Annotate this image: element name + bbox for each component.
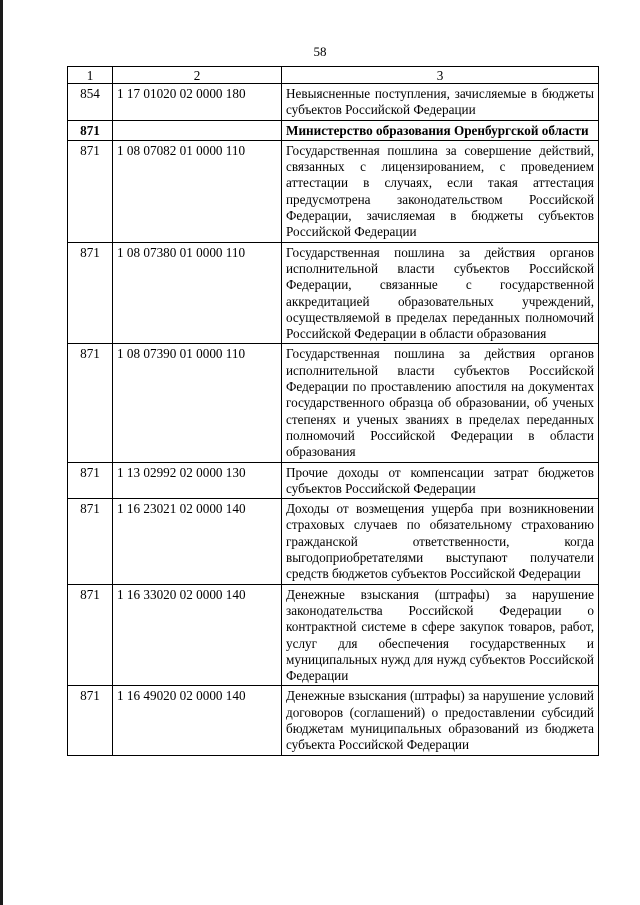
revenue-name-cell: Государственная пошлина за действия органов исполнительной власти субъектов Российской Федерации, связанные с государственной аккредитацией образовательных учреждений, осуществляемой в пределах переданных полномочий Российской Федерации в области образования	[282, 242, 599, 344]
table-row	[68, 584, 599, 686]
admin-code-cell: 871	[68, 344, 113, 462]
column-header-3: 3	[282, 67, 599, 84]
admin-code-cell: 871	[68, 120, 113, 140]
column-header-1: 1	[68, 67, 113, 84]
revenue-code-cell: 1 16 33020 02 0000 140	[113, 584, 282, 686]
admin-code-cell: 854	[68, 84, 113, 121]
revenue-name-cell: Прочие доходы от компенсации затрат бюджетов субъектов Российской Федерации	[282, 462, 599, 499]
revenue-name-cell: Государственная пошлина за действия органов исполнительной власти субъектов Российской Федерации по проставлению апостиля на документах государственного образца об образовании, об ученых степенях и ученых званиях в пределах переданных полномочий Российской Федерации в области образования	[282, 344, 599, 462]
revenue-code-cell: 1 08 07082 01 0000 110	[113, 140, 282, 242]
revenue-code-cell	[113, 120, 282, 140]
table-row	[68, 120, 599, 140]
table-header-row	[68, 67, 599, 84]
admin-code-cell: 871	[68, 242, 113, 344]
revenue-code-cell: 1 08 07380 01 0000 110	[113, 242, 282, 344]
column-header-2: 2	[113, 67, 282, 84]
table-row	[68, 499, 599, 584]
revenue-name-cell: Невыясненные поступления, зачисляемые в бюджеты субъектов Российской Федерации	[282, 84, 599, 121]
admin-code-cell: 871	[68, 584, 113, 686]
admin-code-cell: 871	[68, 140, 113, 242]
revenue-name-cell: Доходы от возмещения ущерба при возникновении страховых случаев по обязательному страхованию гражданской ответственности, когда выгодоприобретателями выступают получатели средств бюджетов субъектов Российской Федерации	[282, 499, 599, 584]
revenue-code-cell: 1 08 07390 01 0000 110	[113, 344, 282, 462]
revenue-code-cell: 1 17 01020 02 0000 180	[113, 84, 282, 121]
table-row	[68, 686, 599, 755]
revenue-name-cell: Государственная пошлина за совершение действий, связанных с лицензированием, с проведением аттестации в случаях, если такая аттестация предусмотрена законодательством Российской Федерации, зачисляемая в бюджеты субъектов Российской Федерации	[282, 140, 599, 242]
revenue-name-cell: Денежные взыскания (штрафы) за нарушение законодательства Российской Федерации о контрактной системе в сфере закупок товаров, работ, услуг для обеспечения государственных и муниципальных нужд для нужд субъектов Российской Федерации	[282, 584, 599, 686]
table-body	[68, 84, 599, 756]
revenue-code-cell: 1 16 49020 02 0000 140	[113, 686, 282, 755]
admin-code-cell: 871	[68, 499, 113, 584]
revenue-name-cell: Министерство образования Оренбургской области	[282, 120, 599, 140]
table-row	[68, 462, 599, 499]
revenue-code-cell: 1 16 23021 02 0000 140	[113, 499, 282, 584]
scan-edge	[0, 0, 3, 905]
revenue-name-cell: Денежные взыскания (штрафы) за нарушение условий договоров (соглашений) о предоставлении субсидий бюджетам муниципальных образований из бюджета субъекта Российской Федерации	[282, 686, 599, 755]
admin-code-cell: 871	[68, 686, 113, 755]
page-number: 58	[313, 44, 327, 59]
table-row	[68, 84, 599, 121]
table-row	[68, 344, 599, 462]
revenue-codes-table	[67, 66, 599, 756]
admin-code-cell: 871	[68, 462, 113, 499]
table-row	[68, 242, 599, 344]
table-row	[68, 140, 599, 242]
revenue-code-cell: 1 13 02992 02 0000 130	[113, 462, 282, 499]
